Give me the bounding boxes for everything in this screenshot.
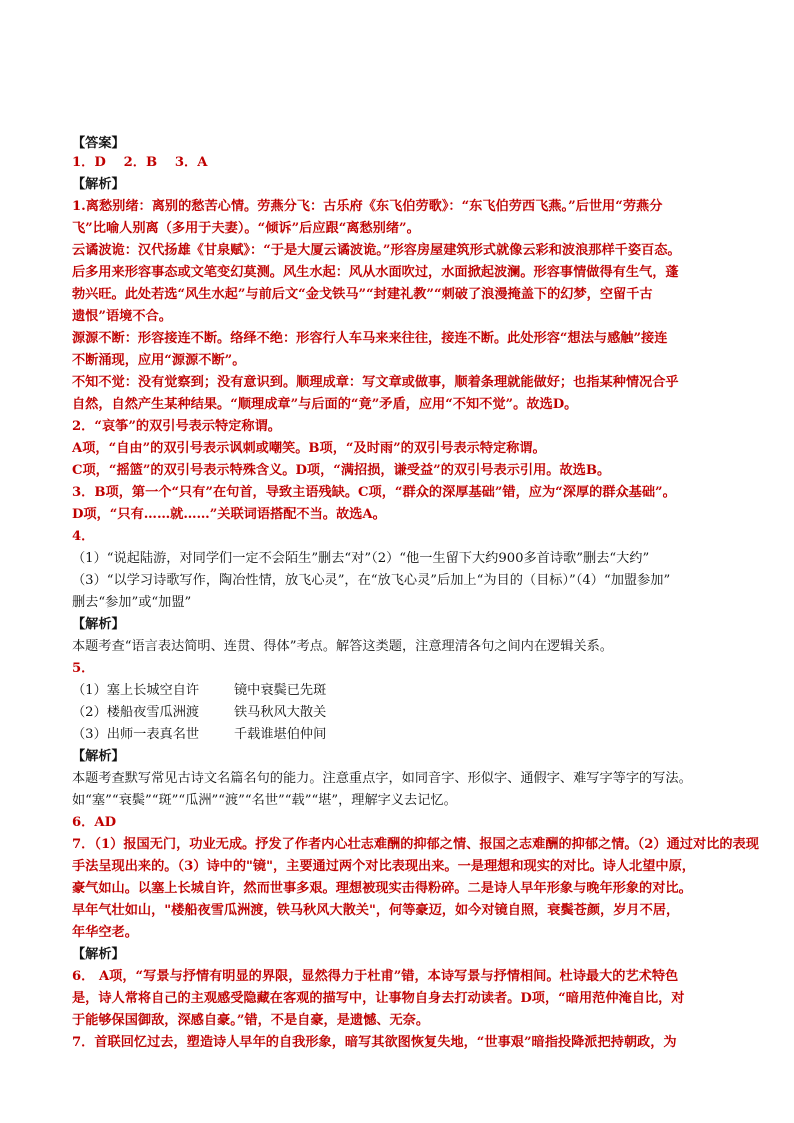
text-line: 本题考查“语言表达简明、连贯、得体”考点。解答这类题，注意理清各句之间内在逻辑关系。	[72, 639, 613, 654]
text-line	[72, 702, 740, 724]
answer-line-first-half: （1）塞上长城空自许	[72, 683, 200, 698]
text-line: C项，“摇篮”的双引号表示特殊含义。D项，“满招损，谦受益”的双引号表示引用。故选B。	[72, 463, 611, 478]
text-line: 删去“参加”或“加盟”	[72, 595, 192, 610]
text-line: 豪气如山。以塞上长城自许，然而世事多艰。理想被现实击得粉碎。二是诗人早年形象与晚年形象的对比。	[72, 881, 692, 896]
text-line: 5．	[72, 661, 95, 676]
text-line: 7．（1）报国无门，功业无成。抒发了作者内心壮志难酬的抑郁之情、报国之志难酬的抑郁之情。（2）通过对比的表现	[72, 837, 759, 852]
text-line: 【解析】	[72, 617, 125, 632]
text-line: 是，诗人常将自己的主观感受隐藏在客观的描写中，让事物自身去打动读者。D项，“暗用范仲淹自比，对	[72, 991, 685, 1006]
text-line: 3．B项，第一个“只有”在句首，导致主语残缺。C项，“群众的深厚基础”错，应为“深厚的群众基础”。	[72, 485, 676, 500]
answer-line-second-half: 镜中衰鬓已先斑	[234, 683, 327, 698]
text-line: 后多用来形容事态或文笔变幻莫测。风生水起：风从水面吹过，水面掀起波澜。形容事情做得有生气，蓬	[72, 265, 679, 280]
text-line: 早年气壮如山，"楼船夜雪瓜洲渡，铁马秋风大散关"，何等豪迈，如今对镜自照，衰鬓苍颜，岁月不居，	[72, 903, 680, 918]
text-line: 1.离愁别绪：离别的愁苦心情。劳燕分飞：古乐府《东飞伯劳歌》：“东飞伯劳西飞燕。”后世用“劳燕分	[72, 199, 663, 214]
text-line: 【答案】	[72, 136, 125, 151]
text-line: 2．“哀筝”的双引号表示特定称谓。	[72, 419, 281, 434]
answer-line-first-half: （3）出师一表真名世	[72, 727, 200, 742]
text-line: 源源不断：形容接连不断。络绎不绝：形容行人车马来来往往，接连不断。此处形容“想法与感触”接连	[72, 331, 668, 346]
text-line: 【解析】	[72, 947, 125, 962]
text-line: 6． A项，“写景与抒情有明显的界限，显然得力于杜甫”错，本诗写景与抒情相间。杜诗最大的艺术特色	[72, 969, 679, 984]
answer-line-first-half: （2）楼船夜雪瓜洲渡	[72, 705, 200, 720]
text-line: 勃兴旺。此处若选“风生水起”与前后文“金戈铁马”“封建礼教”“刺破了浪漫掩盖下的幻梦，空留千古	[72, 287, 653, 302]
text-line: 【解析】	[72, 749, 125, 764]
text-line: （3）“以学习诗歌写作，陶冶性情，放飞心灵”，在“放飞心灵”后加上“为目的（目标）”（4）“加盟参加”	[72, 573, 671, 588]
text-line: A项，“自由”的双引号表示讽刺或嘲笑。B项，“及时雨”的双引号表示特定称谓。	[72, 441, 546, 456]
text-line: 手法呈现出来的。（3）诗中的"镜"，主要通过两个对比表现出来。一是理想和现实的对比。诗人北望中原，	[72, 859, 695, 874]
text-line: （1）“说起陆游，对同学们一定不会陌生”删去“对”（2）“他一生留下大约900多首诗歌”删去“大约”	[72, 551, 650, 566]
text-line: 本题考查默写常见古诗文名篇名句的能力。注意重点字，如同音字、形似字、通假字、难写字等字的写法。	[72, 771, 692, 786]
text-line: 飞”比喻人别离（多用于夫妻）。“倾诉”后应跟“离愁别绪”。	[72, 221, 420, 236]
text-line: 自然，自然产生某种结果。“顺理成章”与后面的“竟”矛盾，应用“不知不觉”。故选D。	[72, 397, 578, 412]
answer-line-second-half: 铁马秋风大散关	[234, 705, 327, 720]
text-line: 6．AD	[72, 815, 117, 830]
text-line	[72, 680, 740, 702]
text-line: 年华空老。	[72, 925, 138, 940]
text-line	[72, 724, 740, 746]
text-line: 不知不觉：没有觉察到；没有意识到。顺理成章：写文章或做事，顺着条理就能做好；也指某种情况合乎	[72, 375, 679, 390]
text-line: 1．D 2．B 3．A	[72, 155, 208, 170]
text-line: 7．首联回忆过去，塑造诗人早年的自我形象，暗写其欲图恢复失地，“世事艰”暗指投降派把持朝政，为	[72, 1035, 677, 1050]
text-line: D项，“只有……就……”关联词语搭配不当。故选A。	[72, 507, 386, 522]
text-line: 不断涌现，应用“源源不断”。	[72, 353, 246, 368]
text-line: 遗恨”语境不合。	[72, 309, 172, 324]
text-line: 4．	[72, 529, 95, 544]
text-line: 【解析】	[72, 177, 125, 192]
text-line: 于能够保国御敌，深感自豪。”错，不是自豪，是遗憾、无奈。	[72, 1013, 430, 1028]
text-line: 云谲波诡：汉代扬雄《甘泉赋》：“于是大厦云谲波诡。”形容房屋建筑形式就像云彩和波浪那样千姿百态。	[72, 243, 681, 258]
answer-line-second-half: 千载谁堪伯仲间	[234, 727, 327, 742]
text-line: 如“塞”“衰鬓”“斑”“瓜洲”“渡”“名世”“载”“堪”，理解字义去记忆。	[72, 793, 457, 808]
